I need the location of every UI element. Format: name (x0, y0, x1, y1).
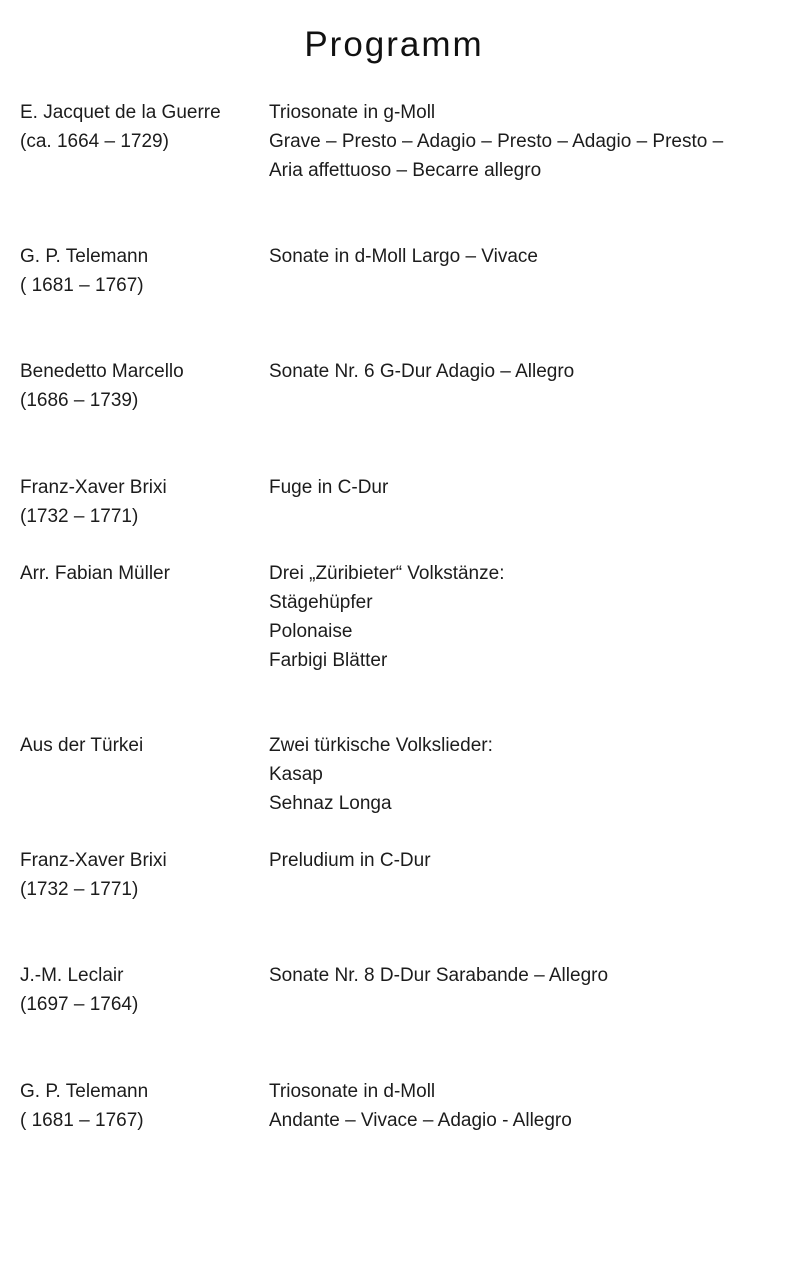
work-title: Sonate in d-Moll Largo – Vivace (269, 246, 538, 267)
work-title: Zwei türkische Volkslieder: (269, 735, 493, 756)
work-column (269, 731, 779, 818)
work-piece: Stägehüpfer (269, 592, 373, 613)
composer-dates: ( 1681 – 1767) (20, 275, 144, 296)
work-title: Fuge in C-Dur (269, 477, 389, 498)
composer-column (20, 357, 265, 415)
composer-dates: (1697 – 1764) (20, 994, 139, 1015)
composer-column (20, 98, 265, 156)
composer-name: Franz-Xaver Brixi (20, 850, 167, 871)
composer-dates: ( 1681 – 1767) (20, 1110, 144, 1131)
work-column (269, 357, 779, 386)
work-title: Sonate Nr. 8 D-Dur Sarabande – Allegro (269, 965, 609, 986)
work-piece: Farbigi Blätter (269, 650, 388, 671)
composer-dates: (ca. 1664 – 1729) (20, 131, 169, 152)
composer-column (20, 1077, 265, 1135)
composer-column (20, 731, 265, 760)
composer-name: Arr. Fabian Müller (20, 563, 170, 584)
composer-name: E. Jacquet de la Guerre (20, 102, 221, 123)
work-piece: Polonaise (269, 621, 353, 642)
work-column (269, 98, 779, 185)
composer-dates: (1732 – 1771) (20, 506, 139, 527)
composer-name: J.-M. Leclair (20, 965, 124, 986)
work-column (269, 242, 779, 271)
work-movements: Grave – Presto – Adagio – Presto – Adagio – Presto – (269, 131, 724, 152)
composer-name: G. P. Telemann (20, 246, 149, 267)
work-piece: Sehnaz Longa (269, 793, 392, 814)
work-title: Triosonate in g-Moll (269, 102, 436, 123)
composer-column (20, 242, 265, 300)
composer-name: G. P. Telemann (20, 1081, 149, 1102)
composer-dates: (1686 – 1739) (20, 390, 139, 411)
composer-name: Aus der Türkei (20, 735, 144, 756)
composer-dates: (1732 – 1771) (20, 879, 139, 900)
work-movements: Andante – Vivace – Adagio - Allegro (269, 1110, 572, 1131)
work-column (269, 559, 779, 675)
work-title: Preludium in C-Dur (269, 850, 431, 871)
work-title: Drei „Züribieter“ Volkstänze: (269, 563, 505, 584)
work-piece: Kasap (269, 764, 323, 785)
composer-name: Benedetto Marcello (20, 361, 184, 382)
composer-column (20, 473, 265, 531)
composer-name: Franz-Xaver Brixi (20, 477, 167, 498)
composer-column (20, 846, 265, 904)
work-column (269, 1077, 779, 1135)
work-column (269, 473, 779, 502)
composer-column (20, 961, 265, 1019)
work-movements: Aria affettuoso – Becarre allegro (269, 160, 542, 181)
work-title: Triosonate in d-Moll (269, 1081, 436, 1102)
work-column (269, 961, 779, 990)
page-title: Programm (304, 25, 484, 64)
composer-column (20, 559, 265, 588)
work-title: Sonate Nr. 6 G-Dur Adagio – Allegro (269, 361, 575, 382)
work-column (269, 846, 779, 875)
